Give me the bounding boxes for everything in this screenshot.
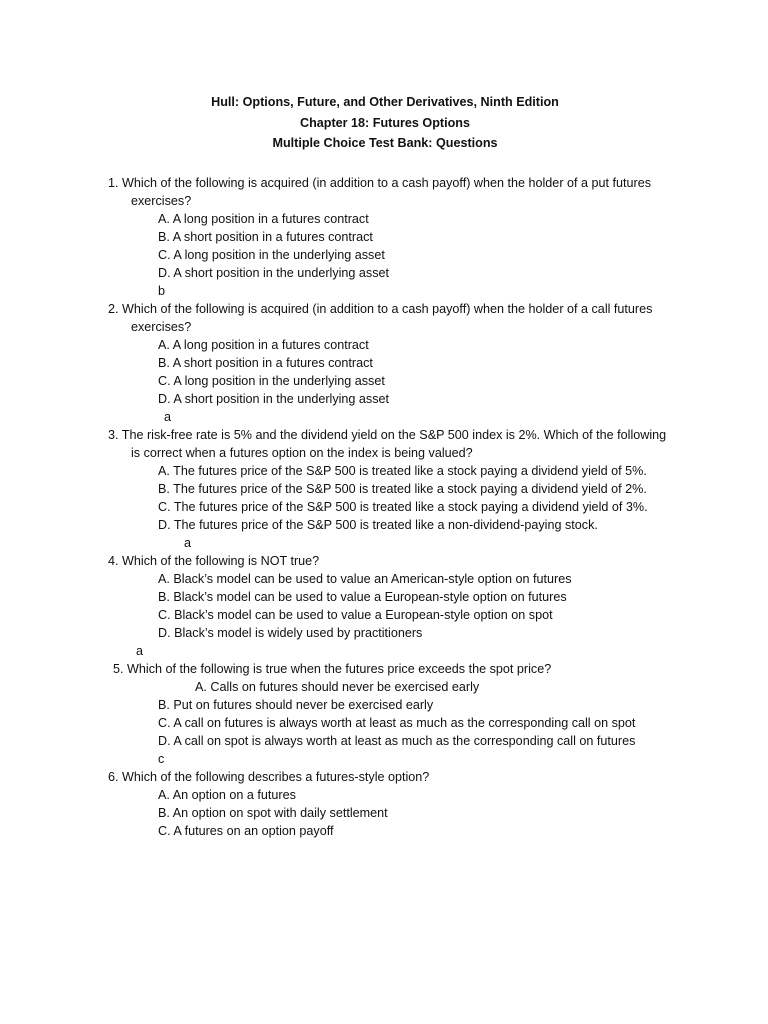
option-c: C. Black’s model can be used to value a European-style option on spot: [158, 608, 553, 622]
option-a: A. A long position in a futures contract: [158, 212, 369, 226]
question-5: [108, 660, 688, 768]
option-c: C. The futures price of the S&P 500 is treated like a stock paying a dividend yield of 3%.: [158, 500, 648, 514]
option-d: D. Black’s model is widely used by practitioners: [158, 626, 423, 640]
option-d: D. A short position in the underlying asset: [158, 392, 390, 406]
question-stem-continued: exercises?: [131, 194, 192, 208]
option-c: C. A long position in the underlying asset: [158, 374, 385, 388]
question-stem: 5. Which of the following is true when the futures price exceeds the spot price?: [113, 662, 552, 676]
answer: c: [158, 752, 165, 766]
chapter-title: Chapter 18: Futures Options: [299, 115, 471, 130]
answer: a: [136, 644, 144, 658]
option-d: D. The futures price of the S&P 500 is treated like a non-dividend-paying stock.: [158, 518, 598, 532]
option-a: A. A long position in a futures contract: [158, 338, 369, 352]
question-stem: 1. Which of the following is acquired (in addition to a cash payoff) when the holder of a put futures: [108, 176, 652, 190]
option-b: B. An option on spot with daily settlement: [158, 806, 388, 820]
question-stem: 2. Which of the following is acquired (in addition to a cash payoff) when the holder of a call futures: [108, 302, 653, 316]
option-a: A. An option on a futures: [158, 788, 296, 802]
question-stem: 6. Which of the following describes a futures-style option?: [108, 770, 430, 784]
option-b: B. The futures price of the S&P 500 is treated like a stock paying a dividend yield of 2%.: [158, 482, 647, 496]
option-b: B. Black’s model can be used to value a European-style option on futures: [158, 590, 567, 604]
answer: b: [158, 284, 166, 298]
option-c: C. A long position in the underlying asset: [158, 248, 385, 262]
question-1: [108, 174, 688, 300]
test-bank-title: Multiple Choice Test Bank: Questions: [272, 136, 498, 150]
question-3: [108, 426, 688, 552]
option-b: B. A short position in a futures contract: [158, 230, 373, 244]
question-6: [108, 768, 688, 840]
option-b: B. Put on futures should never be exercised early: [158, 698, 434, 712]
question-list: [108, 174, 688, 840]
option-a: A. The futures price of the S&P 500 is treated like a stock paying a dividend yield of 5%.: [158, 464, 647, 478]
option-c: C. A call on futures is always worth at least as much as the corresponding call on spot: [158, 716, 636, 730]
question-stem: 4. Which of the following is NOT true?: [108, 554, 320, 568]
book-title: Hull: Options, Future, and Other Derivatives, Ninth Edition: [211, 95, 559, 109]
option-a: A. Calls on futures should never be exercised early: [195, 680, 480, 694]
question-2: [108, 300, 688, 426]
question-stem: 3. The risk-free rate is 5% and the dividend yield on the S&P 500 index is 2%. Which of the following: [108, 428, 667, 442]
document-header: [0, 92, 768, 154]
question-stem-continued: is correct when a futures option on the index is being valued?: [131, 446, 473, 460]
option-b: B. A short position in a futures contract: [158, 356, 373, 370]
option-a: A. Black’s model can be used to value an American-style option on futures: [158, 572, 572, 586]
option-d: D. A short position in the underlying asset: [158, 266, 390, 280]
question-stem-continued: exercises?: [131, 320, 192, 334]
option-d: D. A call on spot is always worth at least as much as the corresponding call on futures: [158, 734, 636, 748]
answer: a: [184, 536, 192, 550]
option-c: C. A futures on an option payoff: [158, 824, 334, 838]
answer: a: [164, 410, 172, 424]
question-4: [108, 552, 688, 660]
